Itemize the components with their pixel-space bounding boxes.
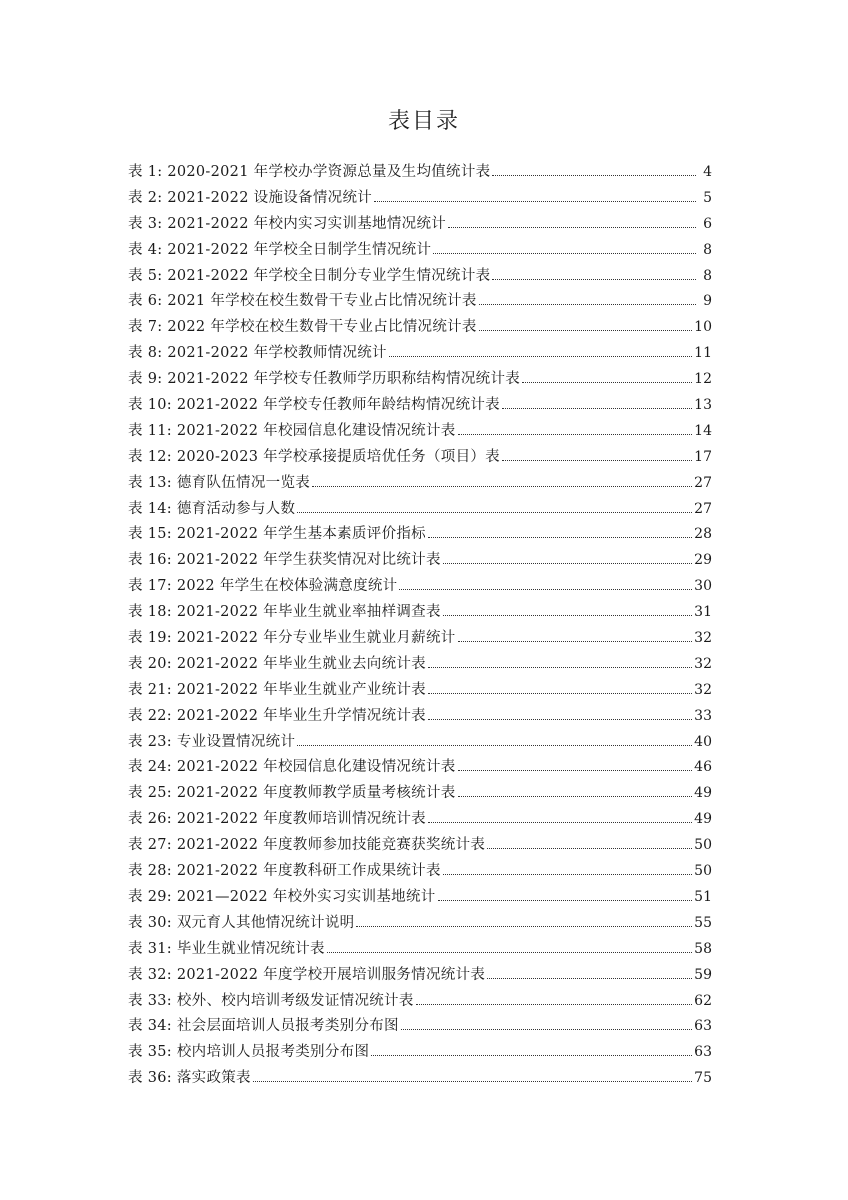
toc-entry-page-number: 32: [694, 681, 712, 698]
toc-entry-page-number: 13: [694, 397, 712, 414]
toc-entry-page-number: 75: [694, 1070, 712, 1087]
toc-entry-label: 表 5: 2021-2022 年学校全日制分专业学生情况统计表: [128, 267, 491, 284]
toc-entry-label: 表 12: 2020-2023 年学校承接提质培优任务（项目）表: [128, 448, 500, 465]
toc-entry-page-number: 31: [694, 604, 712, 621]
toc-entry-page-number: 32: [694, 630, 712, 647]
toc-dot-leader: [443, 874, 692, 875]
toc-dot-leader: [492, 279, 696, 280]
toc-dot-leader: [416, 1004, 693, 1005]
toc-entry[interactable]: [128, 186, 712, 212]
toc-entry-page-number: 51: [694, 888, 712, 905]
toc-entry-label: 表 10: 2021-2022 年学校专任教师年龄结构情况统计表: [128, 397, 500, 414]
toc-entry-label: 表 36: 落实政策表: [128, 1070, 251, 1087]
toc-entry[interactable]: [128, 341, 712, 367]
toc-entry-label: 表 4: 2021-2022 年学校全日制学生情况统计: [128, 241, 432, 258]
toc-entry[interactable]: [128, 419, 712, 445]
toc-entry[interactable]: [128, 497, 712, 523]
toc-entry-page-number: 11: [694, 345, 712, 362]
toc-entry[interactable]: [128, 755, 712, 781]
toc-dot-leader: [443, 563, 692, 564]
toc-entry[interactable]: [128, 367, 712, 393]
toc-dot-leader: [401, 1029, 692, 1030]
toc-entry-label: 表 17: 2022 年学生在校体验满意度统计: [128, 578, 398, 595]
toc-entry-label: 表 24: 2021-2022 年校园信息化建设情况统计表: [128, 759, 456, 776]
toc-entry[interactable]: [128, 1066, 712, 1092]
toc-dot-leader: [443, 615, 692, 616]
toc-entry-label: 表 6: 2021 年学校在校生数骨干专业占比情况统计表: [128, 293, 477, 310]
toc-dot-leader: [487, 978, 692, 979]
toc-dot-leader: [479, 330, 692, 331]
toc-entry[interactable]: [128, 730, 712, 756]
toc-entry[interactable]: [128, 678, 712, 704]
toc-entry[interactable]: [128, 264, 712, 290]
page-title: 表目录: [387, 109, 460, 134]
toc-entry-label: 表 34: 社会层面培训人员报考类别分布图: [128, 1018, 399, 1035]
toc-entry-page-number: 33: [694, 707, 712, 724]
toc-entry-label: 表 28: 2021-2022 年度教科研工作成果统计表: [128, 863, 441, 880]
toc-entry-label: 表 26: 2021-2022 年度教师培训情况统计表: [128, 811, 426, 828]
toc-entry-page-number: 50: [694, 863, 712, 880]
toc-entry-label: 表 16: 2021-2022 年学生获奖情况对比统计表: [128, 552, 441, 569]
toc-entry-page-number: 12: [694, 371, 712, 388]
toc-entry-page-number: 27: [694, 474, 712, 491]
toc-entry-label: 表 14: 德育活动参与人数: [128, 500, 296, 517]
toc-entry[interactable]: [128, 393, 712, 419]
toc-entry[interactable]: [128, 833, 712, 859]
toc-entry-page-number: 8: [703, 267, 712, 284]
toc-dot-leader: [479, 304, 696, 305]
toc-entry-page-number: 8: [703, 241, 712, 258]
toc-dot-leader: [428, 822, 692, 823]
toc-entry-label: 表 32: 2021-2022 年度学校开展培训服务情况统计表: [128, 966, 486, 983]
toc-entry-page-number: 50: [694, 837, 712, 854]
toc-entry[interactable]: [128, 522, 712, 548]
toc-dot-leader: [458, 641, 693, 642]
toc-entry-page-number: 30: [694, 578, 712, 595]
toc-dot-leader: [492, 175, 696, 176]
toc-entry-page-number: 59: [694, 966, 712, 983]
toc-dot-leader: [374, 201, 696, 202]
toc-entry-page-number: 46: [694, 759, 712, 776]
toc-entry-page-number: 32: [694, 655, 712, 672]
toc-entry-label: 表 33: 校外、校内培训考级发证情况统计表: [128, 992, 414, 1009]
toc-entry[interactable]: [128, 289, 712, 315]
toc-dot-leader: [297, 512, 692, 513]
toc-entry-label: 表 1: 2020-2021 年学校办学资源总量及生均值统计表: [128, 164, 491, 180]
toc-entry-label: 表 19: 2021-2022 年分专业毕业生就业月薪统计: [128, 630, 456, 647]
toc-entry[interactable]: [128, 315, 712, 341]
toc-entry[interactable]: [128, 937, 712, 963]
toc-entry[interactable]: [128, 807, 712, 833]
toc-dot-leader: [438, 900, 693, 901]
toc-entry-label: 表 25: 2021-2022 年度教师教学质量考核统计表: [128, 785, 456, 802]
toc-entry-page-number: 17: [694, 448, 712, 465]
toc-dot-leader: [428, 719, 692, 720]
toc-entry-page-number: 55: [694, 914, 712, 931]
toc-dot-leader: [487, 848, 692, 849]
toc-dot-leader: [399, 589, 692, 590]
toc-entry-page-number: 62: [694, 992, 712, 1009]
toc-dot-leader: [356, 926, 692, 927]
toc-entry-label: 表 3: 2021-2022 年校内实习实训基地情况统计: [128, 215, 447, 232]
toc-entry-label: 表 18: 2021-2022 年毕业生就业率抽样调查表: [128, 604, 441, 621]
toc-entry-page-number: 27: [694, 500, 712, 517]
toc-entry[interactable]: [128, 1014, 712, 1040]
toc-entry-label: 表 22: 2021-2022 年毕业生升学情况统计表: [128, 707, 426, 724]
toc-entry[interactable]: [128, 652, 712, 678]
toc-entry-label: 表 15: 2021-2022 年学生基本素质评价指标: [128, 526, 426, 543]
toc-dot-leader: [297, 745, 692, 746]
toc-entry[interactable]: [128, 963, 712, 989]
toc-entry-label: 表 29: 2021—2022 年校外实习实训基地统计: [128, 888, 436, 905]
toc-entry[interactable]: [128, 781, 712, 807]
toc-entry[interactable]: [128, 859, 712, 885]
toc-dot-leader: [458, 434, 693, 435]
toc-entry-label: 表 20: 2021-2022 年毕业生就业去向统计表: [128, 655, 426, 672]
toc-entry[interactable]: [128, 445, 712, 471]
toc-entry[interactable]: [128, 238, 712, 264]
table-of-contents: [128, 160, 712, 1092]
toc-dot-leader: [312, 486, 692, 487]
toc-entry-label: 表 11: 2021-2022 年校园信息化建设情况统计表: [128, 422, 456, 439]
toc-dot-leader: [389, 356, 692, 357]
toc-entry-page-number: 9: [703, 293, 712, 310]
toc-dot-leader: [253, 1081, 692, 1082]
toc-entry-page-number: 5: [703, 189, 712, 206]
toc-dot-leader: [502, 460, 692, 461]
toc-entry-page-number: 4: [703, 164, 712, 180]
toc-entry-label: 表 35: 校内培训人员报考类别分布图: [128, 1044, 370, 1061]
toc-entry[interactable]: [128, 212, 712, 238]
toc-dot-leader: [522, 382, 692, 383]
toc-entry[interactable]: [128, 911, 712, 937]
toc-entry[interactable]: [128, 574, 712, 600]
toc-entry-label: 表 27: 2021-2022 年度教师参加技能竞赛获奖统计表: [128, 837, 486, 854]
toc-entry[interactable]: [128, 626, 712, 652]
toc-dot-leader: [502, 408, 692, 409]
toc-entry[interactable]: [128, 704, 712, 730]
toc-entry-label: 表 30: 双元育人其他情况统计说明: [128, 914, 355, 931]
toc-entry-label: 表 7: 2022 年学校在校生数骨干专业占比情况统计表: [128, 319, 477, 336]
toc-entry-label: 表 8: 2021-2022 年学校教师情况统计: [128, 345, 387, 362]
toc-entry-page-number: 63: [694, 1044, 712, 1061]
toc-dot-leader: [458, 770, 693, 771]
toc-entry-page-number: 58: [694, 940, 712, 957]
toc-entry[interactable]: [128, 600, 712, 626]
toc-dot-leader: [458, 796, 693, 797]
toc-entry[interactable]: [128, 885, 712, 911]
toc-entry-page-number: 49: [694, 811, 712, 828]
toc-entry[interactable]: [128, 471, 712, 497]
toc-entry[interactable]: [128, 989, 712, 1015]
toc-entry-label: 表 2: 2021-2022 设施设备情况统计: [128, 189, 373, 206]
toc-entry[interactable]: [128, 548, 712, 574]
toc-dot-leader: [327, 952, 692, 953]
toc-entry-page-number: 28: [694, 526, 712, 543]
toc-entry-label: 表 23: 专业设置情况统计: [128, 733, 296, 750]
toc-entry-page-number: 29: [694, 552, 712, 569]
toc-entry-label: 表 21: 2021-2022 年毕业生就业产业统计表: [128, 681, 426, 698]
toc-entry[interactable]: [128, 1040, 712, 1066]
toc-entry-page-number: 10: [694, 319, 712, 336]
toc-dot-leader: [433, 253, 696, 254]
toc-entry-page-number: 6: [703, 215, 712, 232]
toc-dot-leader: [448, 227, 696, 228]
toc-dot-leader: [428, 667, 692, 668]
toc-entry-label: 表 31: 毕业生就业情况统计表: [128, 940, 325, 957]
toc-entry-page-number: 49: [694, 785, 712, 802]
toc-entry-label: 表 9: 2021-2022 年学校专任教师学历职称结构情况统计表: [128, 371, 521, 388]
toc-entry-label: 表 13: 德育队伍情况一览表: [128, 474, 311, 491]
toc-entry-page-number: 40: [694, 733, 712, 750]
toc-entry-page-number: 63: [694, 1018, 712, 1035]
toc-dot-leader: [371, 1055, 692, 1056]
toc-entry[interactable]: [128, 160, 712, 186]
toc-entry-page-number: 14: [694, 422, 712, 439]
toc-dot-leader: [428, 537, 692, 538]
toc-dot-leader: [428, 693, 692, 694]
